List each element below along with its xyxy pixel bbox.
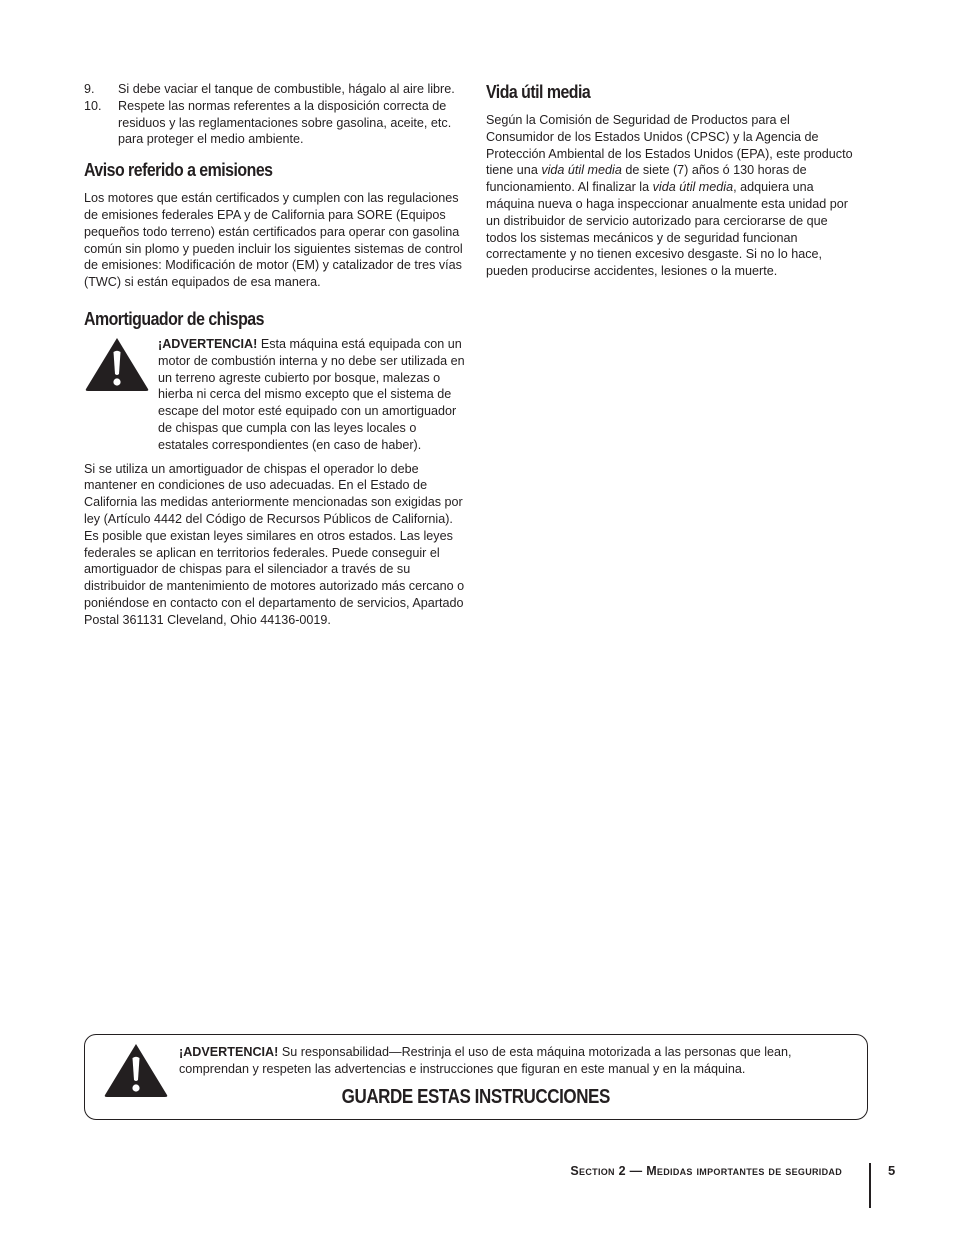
list-item [84,81,468,98]
bottom-warning-box [84,1034,868,1120]
list-number: 9. [84,82,95,96]
footer-section: Section 2 — Medidas importantes de seguridad [570,1164,842,1178]
vida-util-italic: vida útil media [541,163,622,178]
warning-triangle-icon [84,336,150,392]
list-item [84,98,468,148]
list-text: Si debe vaciar el tanque de combustible, hágalo al aire libre. [118,82,455,96]
bottom-warning-text [179,1044,849,1078]
page-footer [570,1164,842,1179]
vida-util-italic: vida útil media [652,180,734,195]
left-column [84,81,468,629]
chispas-body: Si se utiliza un amortiguador de chispas el operador lo debe mantener en condiciones de uso adecuadas. En el Estado de California las medidas anteriormente mencionadas son exigidas por ley (Artículo 4442 del Código de Recursos Públicos de California). Es posible que existan leyes similares en otros estados. Las leyes federales se aplican en territorios federales. Puede conseguir el amortiguador de chispas para el silenciador a través de su distribuidor de mantenimiento de motores autorizado más cercano o poniéndose en contacto con el departamento de servicios, Apartado Postal 361131 Cleveland, Ohio 44136-0019. [84,461,465,627]
vida-util-body [486,112,858,280]
warning-body: Su responsabilidad—Restrinja el uso de esta máquina motorizada a las personas que lean, comprendan y respeten las advertencias e instrucciones que figuran en este manual y en la máquina. [179,1045,792,1076]
emisiones-heading: Aviso referido a emisiones [84,159,273,181]
warning-label: ¡ADVERTENCIA! [179,1045,279,1059]
list-number: 10. [84,98,102,113]
warning-body: Esta máquina está equipada con un motor de combustión interna y no debe ser utilizada en un terreno agreste cubierto por bosque, malezas o hierba ni cerca del mismo excepto que el sistema de escape del motor esté equipado con un amortiguador de chispas que cumpla con las leyes locales o estatales correspondientes (en caso de haber). [158,336,465,452]
list-text: Respete las normas referentes a la disposición correcta de residuos y las reglamentaciones sobre gasolina, aceite, etc. para proteger el medio ambiente. [118,98,452,147]
footer-divider [869,1163,871,1208]
vida-util-text: de siete (7) años ó 130 horas de funcionamiento. Al finalizar la [486,163,807,195]
vida-util-text: , adquiera una máquina nueva o haga inspeccionar anualmente esta unidad por un distribuidor de servicio autorizado para cerciorarse de que todos los sistemas mecánicos y de seguridad funcionan correctamente y no tienen excesivo desgaste. Si no lo hace, pueden producirse accidentes, lesiones o la muerte. [486,180,848,279]
right-column [486,81,858,280]
vida-util-text: Según la Comisión de Seguridad de Productos para el Consumidor de los Estados Unidos (CPSC) y la Agencia de Protección Ambiental de los Estados Unidos (EPA), este producto tiene una [486,113,853,178]
guarde-instrucciones: GUARDE ESTAS INSTRUCCIONES [341,1086,611,1108]
vida-util-heading: Vida útil media [486,81,591,102]
emisiones-body: Los motores que están certificados y cumplen con las regulaciones de emisiones federales EPA y de California para SORE (Equipos pequeños todo terreno) están certificados para operar con gasolina común sin plomo y pueden incluir los siguientes sistemas de control de emisiones: Modificación de motor (EM) y catalizador de tres vías (TWC) si están equipados de esa manera. [84,191,463,290]
warning-label: ¡ADVERTENCIA! [158,336,258,351]
page-number: 5 [888,1163,896,1178]
chispas-heading: Amortiguador de chispas [84,307,264,329]
chispas-warning [84,336,468,454]
chispas-warning-text [158,336,468,454]
